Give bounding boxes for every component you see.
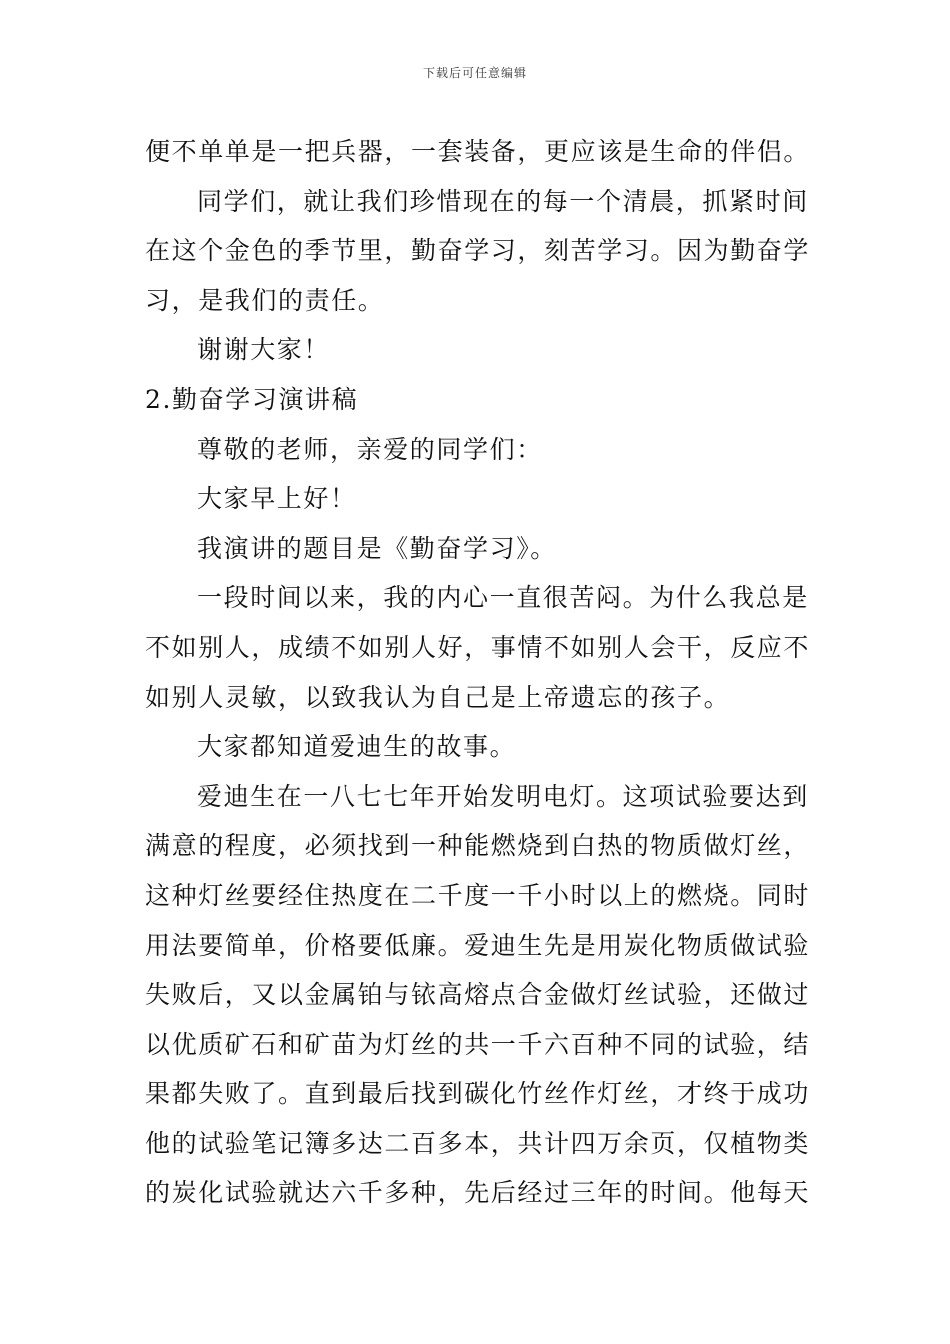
text-line: 大家都知道爱迪生的故事。: [197, 732, 517, 762]
text-line: 果都失败了。直到最后找到碳化竹丝作灯丝，才终于成功: [145, 1079, 810, 1109]
text-line: 谢谢大家！: [197, 335, 331, 365]
text-line: 同学们，就让我们珍惜现在的每一个清晨，抓紧时间: [197, 186, 809, 216]
body-text: [145, 127, 810, 1218]
text-line: 以优质矿石和矿苗为灯丝的共一千六百种不同的试验，结: [145, 1029, 810, 1059]
section-heading: 2.勤奋学习演讲稿: [145, 384, 359, 414]
text-line: 如别人灵敏，以致我认为自己是上帝遗忘的孩子。: [145, 682, 731, 712]
text-line: 满意的程度，必须找到一种能燃烧到白热的物质做灯丝，: [145, 831, 810, 861]
text-line: 我演讲的题目是《勤奋学习》。: [197, 533, 557, 563]
text-line: 他的试验笔记簿多达二百多本，共计四万余页，仅植物类: [145, 1128, 810, 1158]
text-line: 大家早上好！: [197, 484, 357, 514]
text-line: 在这个金色的季节里，勤奋学习，刻苦学习。因为勤奋学: [145, 236, 810, 266]
header-note: 下载后可任意编辑: [422, 66, 527, 80]
text-line: 用法要简单，价格要低廉。爱迪生先是用炭化物质做试验: [145, 930, 810, 960]
text-line: 习，是我们的责任。: [145, 285, 385, 315]
text-line: 这种灯丝要经住热度在二千度一千小时以上的燃烧。同时: [145, 880, 810, 910]
text-line: 便不单单是一把兵器，一套装备，更应该是生命的伴侣。: [145, 137, 810, 166]
text-line: 的炭化试验就达六千多种，先后经过三年的时间。他每天: [145, 1178, 810, 1208]
text-line: 不如别人，成绩不如别人好，事情不如别人会干，反应不: [145, 632, 810, 662]
text-line: 爱迪生在一八七七年开始发明电灯。这项试验要达到: [197, 781, 809, 811]
text-line: 尊敬的老师，亲爱的同学们：: [197, 434, 543, 464]
text-line: 失败后，又以金属铂与铱高熔点合金做灯丝试验，还做过: [145, 980, 810, 1010]
text-line: 一段时间以来，我的内心一直很苦闷。为什么我总是: [197, 583, 809, 613]
